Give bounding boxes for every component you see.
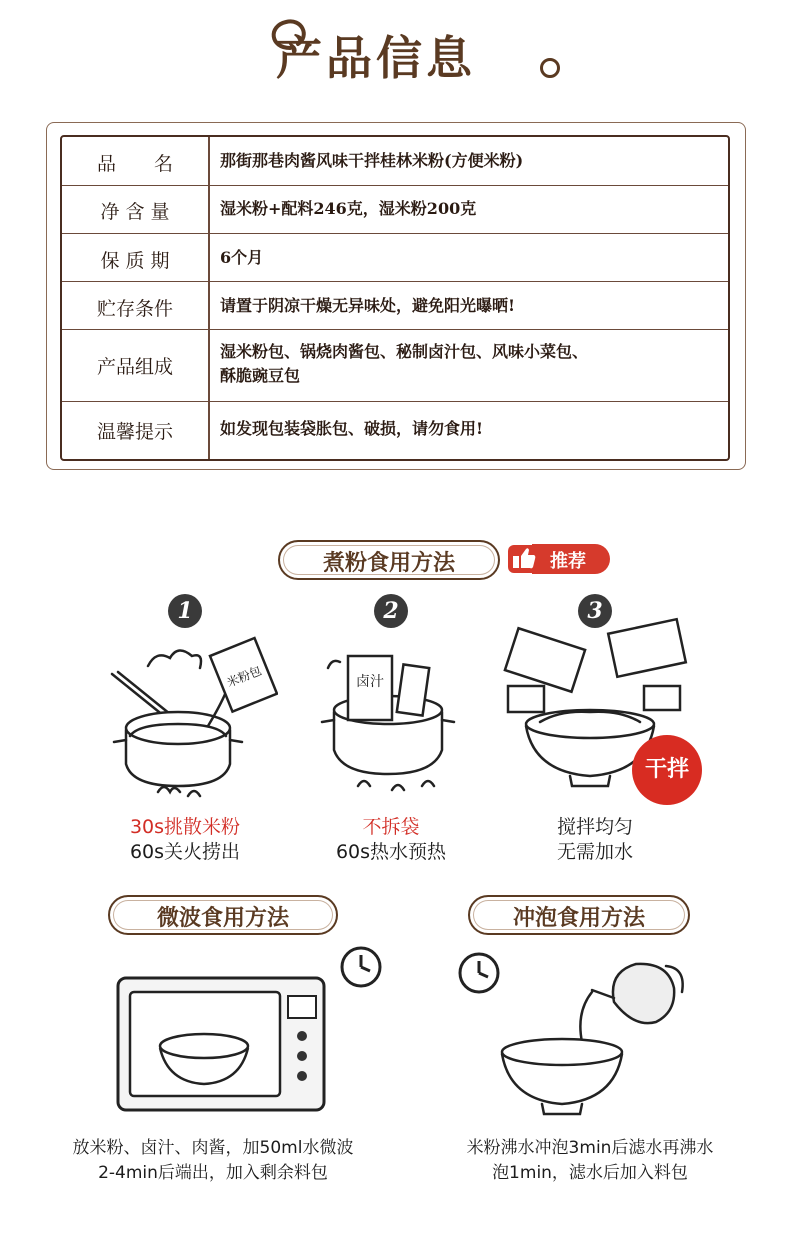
soak-method-heading [468,895,690,935]
microwave-line1: 放米粉、卤汁、肉酱，加50ml水微波 [72,1138,354,1158]
step-3-line2: 无需加水 [556,841,633,863]
microwave-line2: 2-4min后端出，加入剩余料包 [98,1163,328,1183]
dry-mix-stamp: 干拌 [632,735,702,805]
kettle-bowl-illustration [496,942,696,1122]
microwave-caption [38,1136,388,1186]
soak-line2: 泡1min，滤水后加入料包 [492,1163,688,1183]
soak-line1: 米粉沸水冲泡3min后滤水再沸水 [466,1138,714,1158]
boil-method-heading-text: 煮粉食用方法 [322,550,455,576]
row-label: 温馨提示 [96,421,173,443]
page-title [250,8,570,88]
table-row [62,137,728,185]
sauce-pack-label: 卤汁 [356,674,384,690]
table-row [62,233,728,282]
step-2-line2: 60s热水预热 [335,841,447,863]
step-1-line2: 60s关火捞出 [129,841,241,863]
row-label: 保 质 期 [100,250,170,272]
info-table [60,135,730,461]
table-row [62,185,728,234]
table-row [62,281,728,330]
title-period-mark [540,58,560,78]
step-number-3: 3 [578,594,612,628]
soak-caption [410,1136,770,1186]
clock-icon [338,944,384,990]
row-value: 6个月 [220,248,264,267]
boil-method-heading [278,540,500,580]
thumbs-up-icon [506,541,546,576]
step-1-caption [90,815,280,865]
step-2-caption [296,815,486,865]
row-label: 品 名 [96,153,173,175]
microwave-method-heading-text: 微波食用方法 [156,905,289,931]
row-value: 湿米粉+配料246克，湿米粉200克 [220,199,477,218]
step-number-1: 1 [168,594,202,628]
row-value-line: 酥脆豌豆包 [220,366,301,385]
row-label: 产品组成 [96,356,173,378]
row-value: 那街那巷肉酱风味干拌桂林米粉(方便米粉) [220,151,524,170]
soak-method-heading-text: 冲泡食用方法 [512,905,645,931]
noodle-pack-label: 米粉包 [224,663,264,690]
microwave-illustration [112,970,332,1120]
row-label: 净 含 量 [100,201,170,223]
title-text: 产品信息 [276,31,476,85]
row-value-line: 湿米粉包、锅烧肉酱包、秘制卤汁包、风味小菜包、 [220,342,589,361]
step-3-line1: 搅拌均匀 [556,816,633,838]
pot-sauce-illustration [318,640,468,810]
step-2-line1: 不拆袋 [362,816,420,838]
step-1-line1: 30s挑散米粉 [129,816,241,838]
step-number-2: 2 [374,594,408,628]
step-3-caption [500,815,690,865]
microwave-method-heading [108,895,338,935]
row-value: 请置于阴凉干燥无异味处，避免阳光曝晒! [220,296,516,315]
recommend-badge-text: 推荐 [550,551,586,572]
table-row [62,401,728,460]
recommend-badge [506,541,610,576]
table-row [62,329,728,402]
row-value: 如发现包装袋胀包、破损，请勿食用! [220,419,484,438]
pot-noodle-illustration [108,636,278,811]
row-label: 贮存条件 [96,298,173,320]
